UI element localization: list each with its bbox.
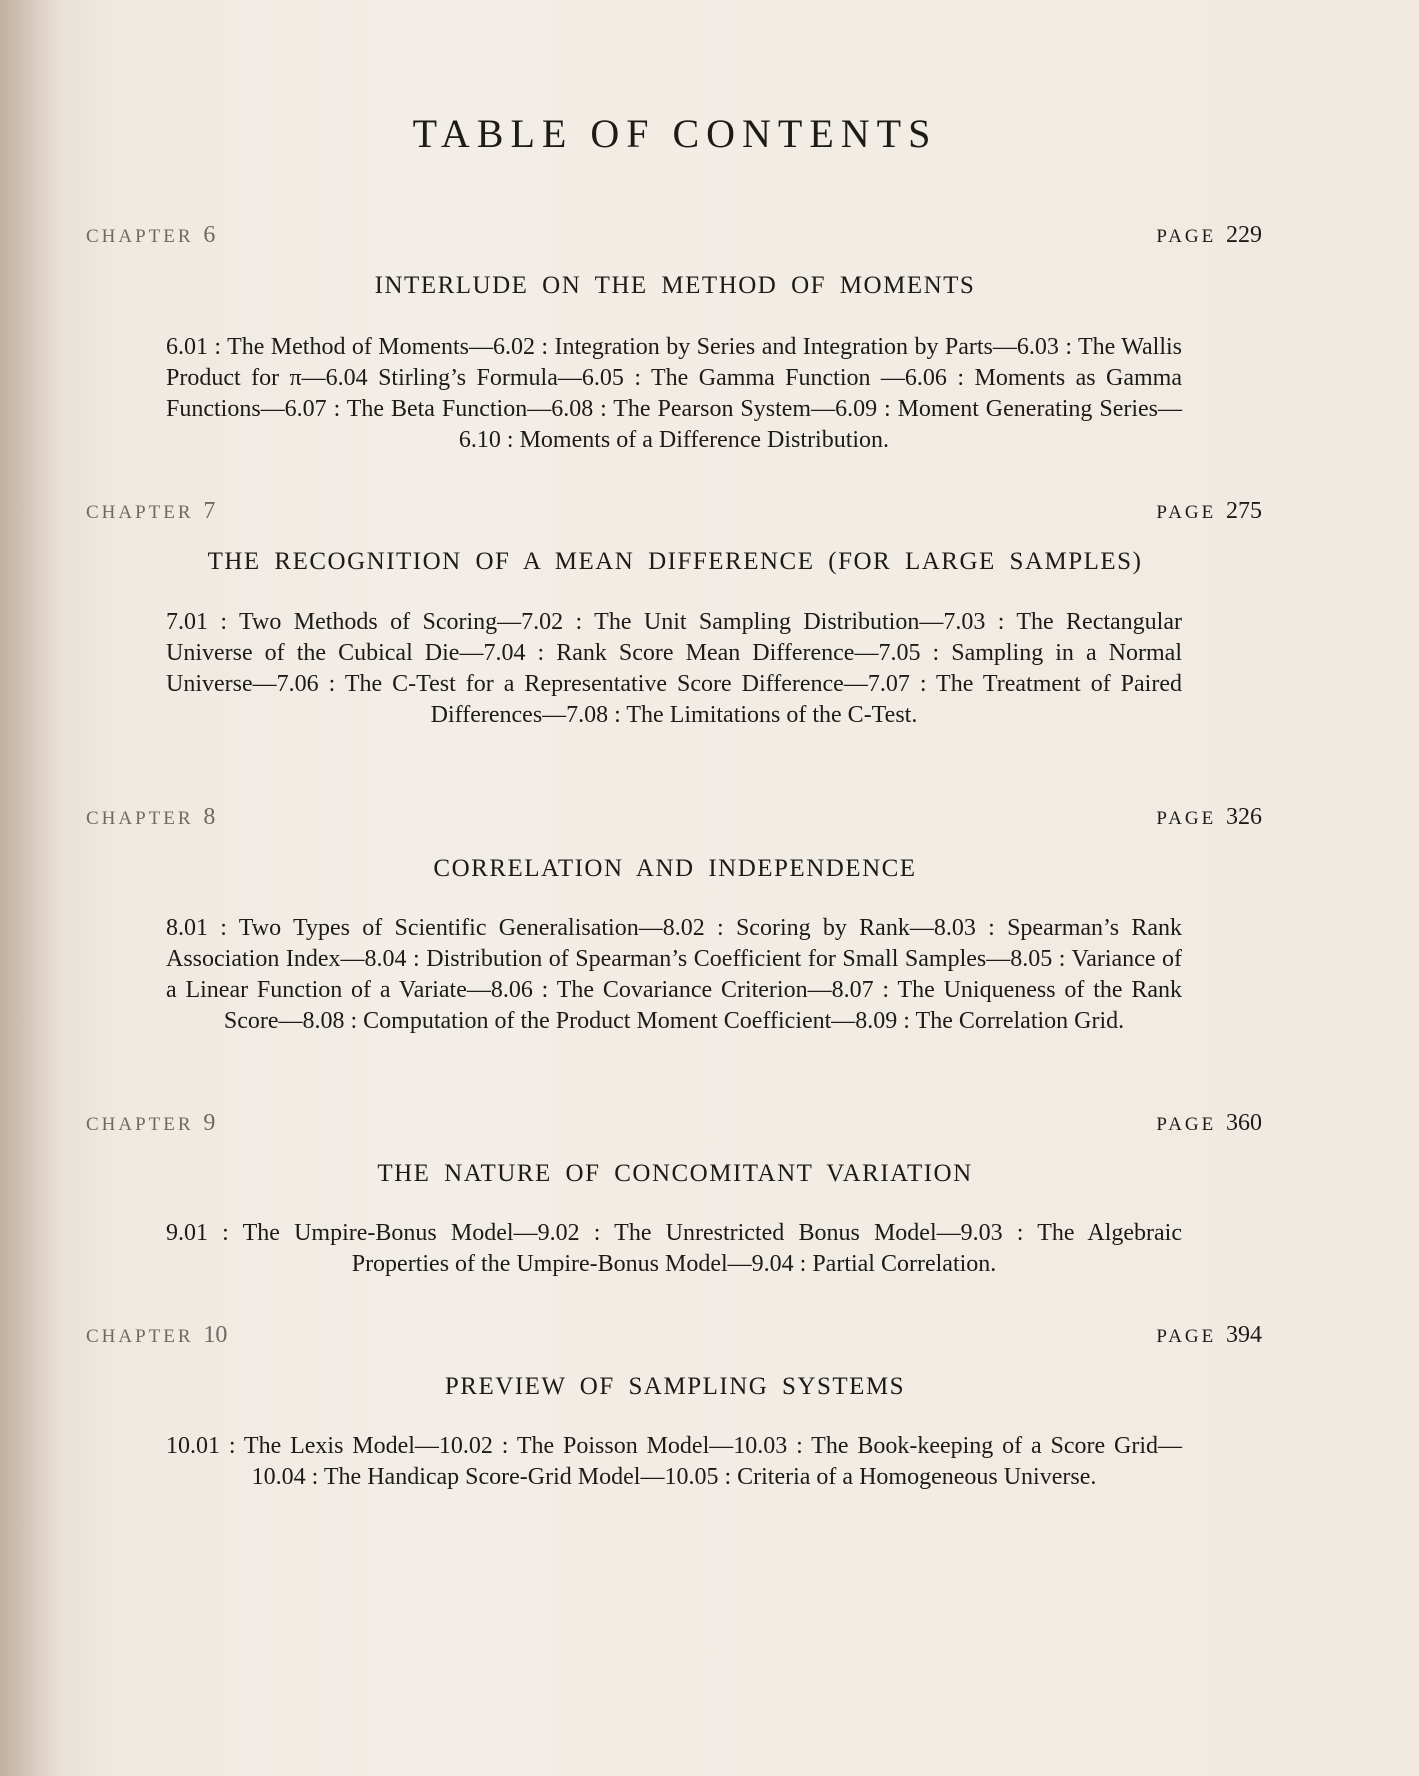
page-number: 394 [1226, 1322, 1262, 1348]
page-reference: PAGE 394 [1156, 1322, 1262, 1348]
chapter-header-10 [86, 1322, 1262, 1352]
page-number: 229 [1226, 222, 1262, 248]
chapter-number: 6 [203, 222, 216, 248]
page-number: 326 [1226, 804, 1262, 830]
chapter-summary-7: 7.01 : Two Methods of Scoring—7.02 : The Unit Sampling Distribution—7.03 : The Rectangular Universe of the Cubical Die—7.04 : Rank Score Mean Difference—7.05 : Sampling in a Normal Universe—7.06 : The C-Test for a Representative Score Difference—7.07 : The Treatment of Paired Differences—7.08 : The Limitations of the C-Test. [166, 609, 1182, 728]
chapter-header-7 [86, 498, 1262, 528]
page-reference: PAGE 360 [1156, 1110, 1262, 1136]
chapter-label: CHAPTER 7 [86, 498, 216, 524]
chapter-header-9 [86, 1110, 1262, 1140]
chapter-summary-6: 6.01 : The Method of Moments—6.02 : Integration by Series and Integration by Parts—6.03 : The Wallis Product for π—6.04 Stirling’s Formula—6.05 : The Gamma Function —6.06 : Moments as Gamma Functions—6.07 : The Beta Function—6.08 : The Pearson System—6.09 : Moment Generating Series—6.10 : Moments of a Difference Distribution. [166, 334, 1182, 453]
chapter-title-6: INTERLUDE ON THE METHOD OF MOMENTS [374, 272, 976, 299]
chapter-number: 9 [203, 1110, 216, 1136]
chapter-label: CHAPTER 8 [86, 804, 216, 830]
chapter-summary-9: 9.01 : The Umpire-Bonus Model—9.02 : The Unrestricted Bonus Model—9.03 : The Algebraic Properties of the Umpire-Bonus Model—9.04 : Partial Correlation. [166, 1220, 1182, 1277]
chapter-number: 7 [203, 498, 216, 524]
chapter-label: CHAPTER 10 [86, 1322, 228, 1348]
page-reference: PAGE 229 [1156, 222, 1262, 248]
page-reference: PAGE 326 [1156, 804, 1262, 830]
chapter-summary-8: 8.01 : Two Types of Scientific Generalisation—8.02 : Scoring by Rank—8.03 : Spearman’s Rank Association Index—8.04 : Distribution of Spearman’s Coefficient for Small Samples—8.05 : Variance of a Linear Function of a Variate—8.06 : The Covariance Criterion—8.07 : The Uniqueness of the Rank Score—8.08 : Computation of the Product Moment Coefficient—8.09 : The Correlation Grid. [166, 915, 1182, 1034]
chapter-title-8: CORRELATION AND INDEPENDENCE [433, 855, 917, 882]
chapter-title-7: THE RECOGNITION OF A MEAN DIFFERENCE (FOR LARGE SAMPLES) [207, 548, 1143, 575]
chapter-number: 10 [203, 1322, 228, 1348]
page-reference: PAGE 275 [1156, 498, 1262, 524]
page-number: 275 [1226, 498, 1262, 524]
chapter-label: CHAPTER 6 [86, 222, 216, 248]
chapter-number: 8 [203, 804, 216, 830]
chapter-summary-10: 10.01 : The Lexis Model—10.02 : The Poisson Model—10.03 : The Book-keeping of a Score Grid—10.04 : The Handicap Score-Grid Model—10.05 : Criteria of a Homogeneous Universe. [166, 1433, 1182, 1490]
chapter-title-10: PREVIEW OF SAMPLING SYSTEMS [444, 1373, 906, 1400]
chapter-label: CHAPTER 9 [86, 1110, 216, 1136]
page-number: 360 [1226, 1110, 1262, 1136]
page-title: TABLE OF CONTENTS [412, 111, 938, 156]
chapter-title-9: THE NATURE OF CONCOMITANT VARIATION [377, 1160, 973, 1187]
chapter-header-8 [86, 804, 1262, 834]
chapter-header-6 [86, 222, 1262, 252]
